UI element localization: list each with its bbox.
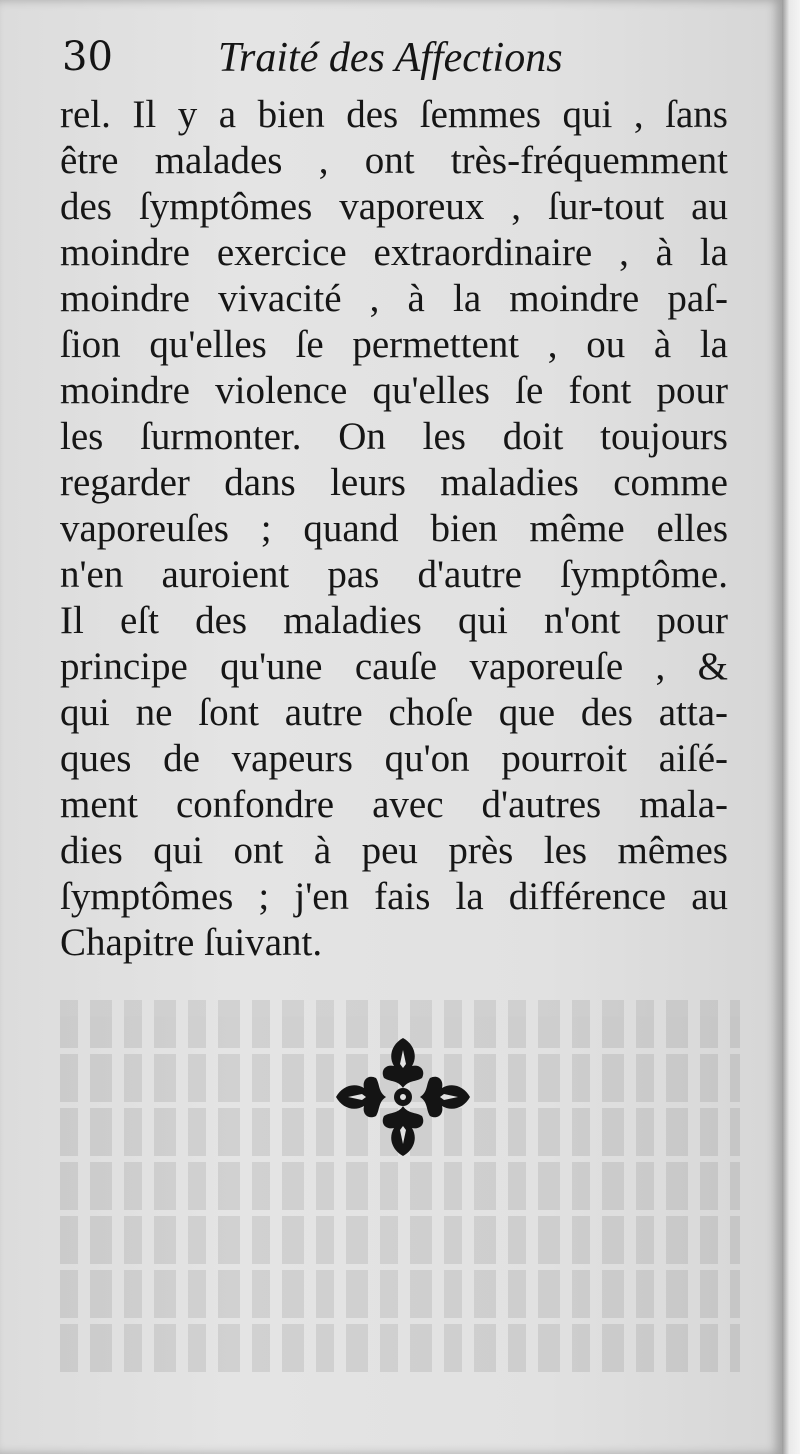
text-line: ment confondre avec d'autres mala- [60,783,728,826]
text-line: n'en auroient pas d'autre ſymptôme. [60,553,728,596]
fleuron-ornament-icon [330,1030,476,1164]
text-line: Il eſt des maladies qui n'ont pour [60,599,728,642]
text-line: principe qu'une cauſe vaporeuſe , & [60,645,728,688]
page-edge [782,0,800,1454]
text-line: être malades , ont très-fréquemment [60,139,728,182]
text-line: moindre exercice extraordinaire , à la [60,231,728,274]
text-line: Chapitre ſuivant. [60,921,323,964]
text-line: dies qui ont à peu près les mêmes [60,829,728,872]
text-line: ſymptômes ; j'en fais la différence au [60,875,728,918]
running-head: Traité des Affections [218,35,563,81]
text-line: les ſurmonter. On les doit toujours [60,415,728,458]
text-line: qui ne ſont autre choſe que des atta- [60,691,728,734]
text-line: ques de vapeurs qu'on pourroit aiſé- [60,737,728,780]
text-line: rel. Il y a bien des ſemmes qui , ſans [60,93,728,136]
body-text [60,88,730,968]
text-line: moindre violence qu'elles ſe font pour [60,369,728,412]
page-header [62,34,762,94]
text-line: ſion qu'elles ſe permettent , ou à la [60,323,728,366]
text-line: moindre vivacité , à la moindre paſ- [60,277,728,320]
text-line: regarder dans leurs maladies comme [60,461,728,504]
page-number: 30 [62,34,113,80]
text-line: des ſymptômes vaporeux , ſur-tout au [60,185,728,228]
text-line: vaporeuſes ; quand bien même elles [60,507,728,550]
